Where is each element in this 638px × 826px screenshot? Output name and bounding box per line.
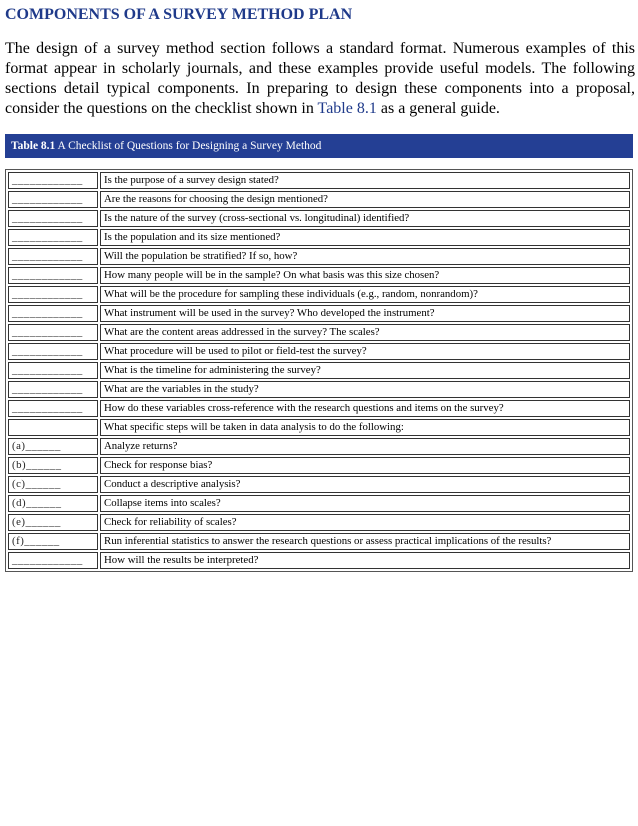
table-caption-label: Table 8.1 <box>11 140 56 152</box>
checklist-mark-cell[interactable]: ____________ <box>8 172 98 189</box>
table-row <box>8 514 630 531</box>
checklist-mark-cell[interactable]: (c)______ <box>8 476 98 493</box>
checklist-question-cell: What are the content areas addressed in the survey? The scales? <box>100 324 630 341</box>
table-row <box>8 457 630 474</box>
table-row <box>8 191 630 208</box>
checklist-question-cell: What instrument will be used in the survey? Who developed the instrument? <box>100 305 630 322</box>
checklist-question-cell: Are the reasons for choosing the design mentioned? <box>100 191 630 208</box>
intro-text: The design of a survey method section follows a standard format. Numerous examples of this format appear in scholarly journals, and these examples provide useful models. The following sections detail typical components. In preparing to design these components into a proposal, consider the questions on the checklist shown in <box>5 40 635 117</box>
table-row <box>8 533 630 550</box>
survey-checklist-table <box>5 169 633 572</box>
checklist-question-cell: Is the nature of the survey (cross-sectional vs. longitudinal) identified? <box>100 210 630 227</box>
checklist-question-cell: How many people will be in the sample? On what basis was this size chosen? <box>100 267 630 284</box>
checklist-question-cell: Will the population be stratified? If so, how? <box>100 248 630 265</box>
checklist-mark-cell[interactable]: ____________ <box>8 552 98 569</box>
checklist-mark-cell[interactable] <box>8 419 98 436</box>
checklist-question-cell: Conduct a descriptive analysis? <box>100 476 630 493</box>
table-row <box>8 267 630 284</box>
checklist-question-cell: How will the results be interpreted? <box>100 552 630 569</box>
table-row <box>8 324 630 341</box>
checklist-question-cell: Collapse items into scales? <box>100 495 630 512</box>
table-row <box>8 210 630 227</box>
checklist-mark-cell[interactable]: ____________ <box>8 305 98 322</box>
table-caption-text: A Checklist of Questions for Designing a Survey Method <box>55 140 322 152</box>
checklist-mark-cell[interactable]: (f)______ <box>8 533 98 550</box>
table-row <box>8 381 630 398</box>
checklist-question-cell: What are the variables in the study? <box>100 381 630 398</box>
checklist-question-cell: Analyze returns? <box>100 438 630 455</box>
table-row <box>8 248 630 265</box>
checklist-mark-cell[interactable]: ____________ <box>8 191 98 208</box>
table-row <box>8 286 630 303</box>
table-row <box>8 362 630 379</box>
checklist-question-cell: Is the purpose of a survey design stated? <box>100 172 630 189</box>
checklist-mark-cell[interactable]: ____________ <box>8 362 98 379</box>
table-caption <box>5 134 633 158</box>
checklist-mark-cell[interactable]: ____________ <box>8 248 98 265</box>
checklist-mark-cell[interactable]: ____________ <box>8 229 98 246</box>
checklist-question-cell: How do these variables cross-reference with the research questions and items on the survey? <box>100 400 630 417</box>
checklist-question-cell: What will be the procedure for sampling these individuals (e.g., random, nonrandom)? <box>100 286 630 303</box>
checklist-question-cell: Run inferential statistics to answer the research questions or assess practical implications of the results? <box>100 533 630 550</box>
table-row <box>8 305 630 322</box>
checklist-mark-cell[interactable]: ____________ <box>8 400 98 417</box>
table-row <box>8 343 630 360</box>
checklist-mark-cell[interactable]: (d)______ <box>8 495 98 512</box>
table-reference-link[interactable]: Table 8.1 <box>317 100 377 117</box>
checklist-mark-cell[interactable]: ____________ <box>8 210 98 227</box>
checklist-mark-cell[interactable]: ____________ <box>8 343 98 360</box>
checklist-mark-cell[interactable]: ____________ <box>8 324 98 341</box>
checklist-question-cell: Is the population and its size mentioned? <box>100 229 630 246</box>
checklist-mark-cell[interactable]: (e)______ <box>8 514 98 531</box>
table-row <box>8 172 630 189</box>
checklist-question-cell: What specific steps will be taken in data analysis to do the following: <box>100 419 630 436</box>
checklist-mark-cell[interactable]: ____________ <box>8 381 98 398</box>
table-row <box>8 419 630 436</box>
checklist-mark-cell[interactable]: (b)______ <box>8 457 98 474</box>
table-row <box>8 400 630 417</box>
checklist-question-cell: Check for reliability of scales? <box>100 514 630 531</box>
checklist-question-cell: Check for response bias? <box>100 457 630 474</box>
checklist-question-cell: What procedure will be used to pilot or field-test the survey? <box>100 343 630 360</box>
table-row <box>8 438 630 455</box>
table-row <box>8 476 630 493</box>
table-row <box>8 495 630 512</box>
checklist-mark-cell[interactable]: ____________ <box>8 267 98 284</box>
table-row <box>8 229 630 246</box>
checklist-mark-cell[interactable]: ____________ <box>8 286 98 303</box>
intro-paragraph <box>5 39 635 119</box>
table-row <box>8 552 630 569</box>
checklist-mark-cell[interactable]: (a)______ <box>8 438 98 455</box>
intro-text-end: as a general guide. <box>376 100 500 117</box>
checklist-question-cell: What is the timeline for administering the survey? <box>100 362 630 379</box>
section-heading: COMPONENTS OF A SURVEY METHOD PLAN <box>5 6 353 23</box>
